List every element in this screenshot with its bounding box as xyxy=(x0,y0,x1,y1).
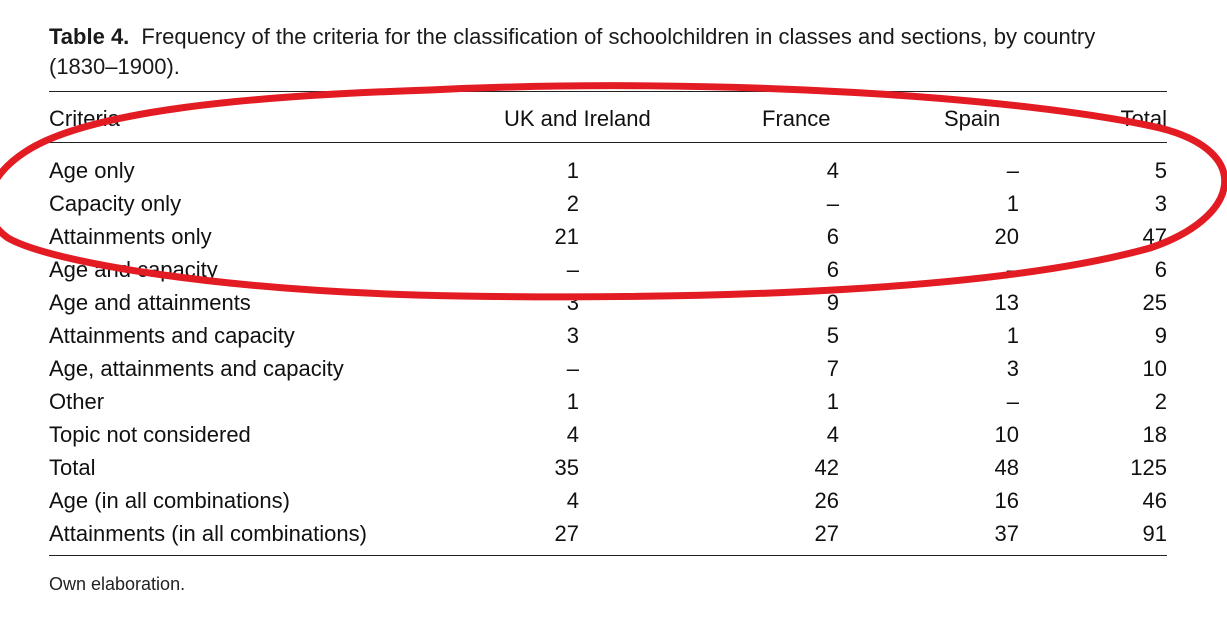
cell-france: 4 xyxy=(826,158,839,183)
cell-criteria: Total xyxy=(49,455,96,480)
cell-uk-ireland: 35 xyxy=(554,455,579,480)
cell-france: 5 xyxy=(826,323,839,348)
cell-france: 26 xyxy=(814,488,839,513)
cell-france: 9 xyxy=(826,290,839,315)
cell-spain: – xyxy=(1006,158,1019,183)
cell-criteria: Attainments only xyxy=(49,224,212,249)
cell-spain: – xyxy=(1006,257,1019,282)
cell-total: 46 xyxy=(1142,488,1167,513)
cell-uk-ireland: – xyxy=(566,356,579,381)
table-row xyxy=(49,220,1167,253)
table-row xyxy=(49,187,1167,220)
cell-france: 27 xyxy=(814,521,839,546)
cell-criteria: Age only xyxy=(49,158,135,183)
cell-uk-ireland: 4 xyxy=(566,488,579,513)
table-caption xyxy=(49,22,1169,82)
cell-total: 9 xyxy=(1154,323,1167,348)
cell-france: 6 xyxy=(826,257,839,282)
cell-spain: 10 xyxy=(994,422,1019,447)
header-uk-ireland: UK and Ireland xyxy=(504,106,651,131)
table-row xyxy=(49,484,1167,517)
header-france: France xyxy=(762,106,831,131)
cell-total: 25 xyxy=(1142,290,1167,315)
table-row xyxy=(49,319,1167,352)
cell-criteria: Age and capacity xyxy=(49,257,218,282)
header-spain: Spain xyxy=(944,106,1001,131)
cell-total: 91 xyxy=(1142,521,1167,546)
top-rule xyxy=(49,91,1167,92)
cell-criteria: Age, attainments and capacity xyxy=(49,356,344,381)
cell-uk-ireland: 21 xyxy=(554,224,579,249)
table-row xyxy=(49,154,1167,187)
cell-criteria: Other xyxy=(49,389,105,414)
cell-spain: 1 xyxy=(1006,323,1019,348)
cell-uk-ireland: 27 xyxy=(554,521,579,546)
table-row xyxy=(49,352,1167,385)
cell-criteria: Attainments and capacity xyxy=(49,323,295,348)
cell-total: 3 xyxy=(1154,191,1167,216)
cell-france: 7 xyxy=(826,356,839,381)
cell-spain: – xyxy=(1006,389,1019,414)
table-row xyxy=(49,451,1167,484)
table-label: Table 4. xyxy=(49,24,130,49)
cell-criteria: Age (in all combinations) xyxy=(49,488,290,513)
cell-total: 18 xyxy=(1142,422,1167,447)
table-row xyxy=(49,517,1167,550)
table-footnote: Own elaboration. xyxy=(49,574,186,594)
table-row xyxy=(49,286,1167,319)
cell-uk-ireland: 4 xyxy=(566,422,579,447)
cell-france: – xyxy=(826,191,839,216)
table-row xyxy=(49,253,1167,286)
cell-france: 4 xyxy=(826,422,839,447)
bottom-rule xyxy=(49,555,1167,556)
header-total: Total xyxy=(1120,106,1167,131)
cell-spain: 16 xyxy=(994,488,1019,513)
cell-uk-ireland: – xyxy=(566,257,579,282)
table-caption-text: Frequency of the criteria for the classification of schoolchildren in classes and sections, by country (1830–1900). xyxy=(49,24,1096,79)
cell-criteria: Age and attainments xyxy=(49,290,251,315)
cell-france: 1 xyxy=(826,389,839,414)
cell-france: 6 xyxy=(826,224,839,249)
cell-criteria: Topic not considered xyxy=(49,422,251,447)
cell-total: 5 xyxy=(1154,158,1167,183)
cell-uk-ireland: 1 xyxy=(566,158,579,183)
cell-uk-ireland: 3 xyxy=(566,290,579,315)
cell-criteria: Capacity only xyxy=(49,191,182,216)
cell-uk-ireland: 1 xyxy=(566,389,579,414)
header-rule xyxy=(49,142,1167,143)
table-header-row xyxy=(49,102,1167,135)
cell-france: 42 xyxy=(814,455,839,480)
cell-uk-ireland: 2 xyxy=(566,191,579,216)
cell-total: 125 xyxy=(1130,455,1167,480)
cell-spain: 48 xyxy=(994,455,1019,480)
cell-total: 2 xyxy=(1154,389,1167,414)
cell-total: 10 xyxy=(1142,356,1167,381)
cell-spain: 1 xyxy=(1006,191,1019,216)
cell-total: 6 xyxy=(1154,257,1167,282)
cell-criteria: Attainments (in all combinations) xyxy=(49,521,367,546)
cell-spain: 13 xyxy=(994,290,1019,315)
cell-total: 47 xyxy=(1142,224,1167,249)
table-row xyxy=(49,385,1167,418)
cell-spain: 3 xyxy=(1006,356,1019,381)
cell-spain: 37 xyxy=(994,521,1019,546)
table-row xyxy=(49,418,1167,451)
header-criteria: Criteria xyxy=(49,106,120,131)
cell-uk-ireland: 3 xyxy=(566,323,579,348)
cell-spain: 20 xyxy=(994,224,1019,249)
